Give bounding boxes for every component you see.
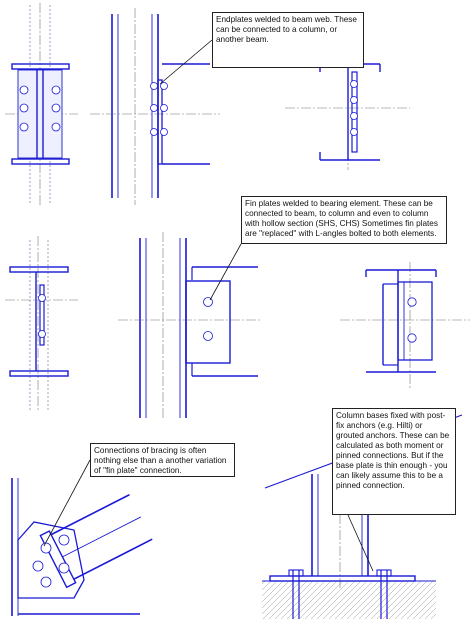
fin-plate-beam-to-column — [118, 232, 260, 420]
bolt-group-b — [151, 83, 168, 136]
bracing-connection — [12, 478, 154, 616]
callout-bracing: Connections of bracing is often nothing else than a another variation of "fin plate" connection. — [90, 443, 235, 477]
endplate-beam-to-column — [90, 8, 220, 205]
callout-fin-plates: Fin plates welded to bearing element. These can be connected to beam, to column and even to column with hollow section (SHS, CHS) Sometimes fin plates are "replaced" with L-angles bolted to both elements. — [241, 196, 447, 244]
fin-plate-column-section — [5, 236, 78, 412]
fin-plate-beam-to-beam — [340, 262, 470, 388]
endplate-beam-to-beam — [285, 55, 410, 170]
bolt-group-bracing — [33, 535, 69, 587]
callout-endplates: Endplates welded to beam web. These can be connected to a column, or another beam. — [212, 12, 364, 68]
endplate-column-section — [5, 3, 78, 206]
callout-column-bases: Column bases fixed with post-fix anchors (e.g. Hilti) or grouted anchors. These can be calculated as both moment or pinned connections. But if the base plate is thin enough - you can likely assume this to be a pinned connection. — [332, 408, 456, 515]
